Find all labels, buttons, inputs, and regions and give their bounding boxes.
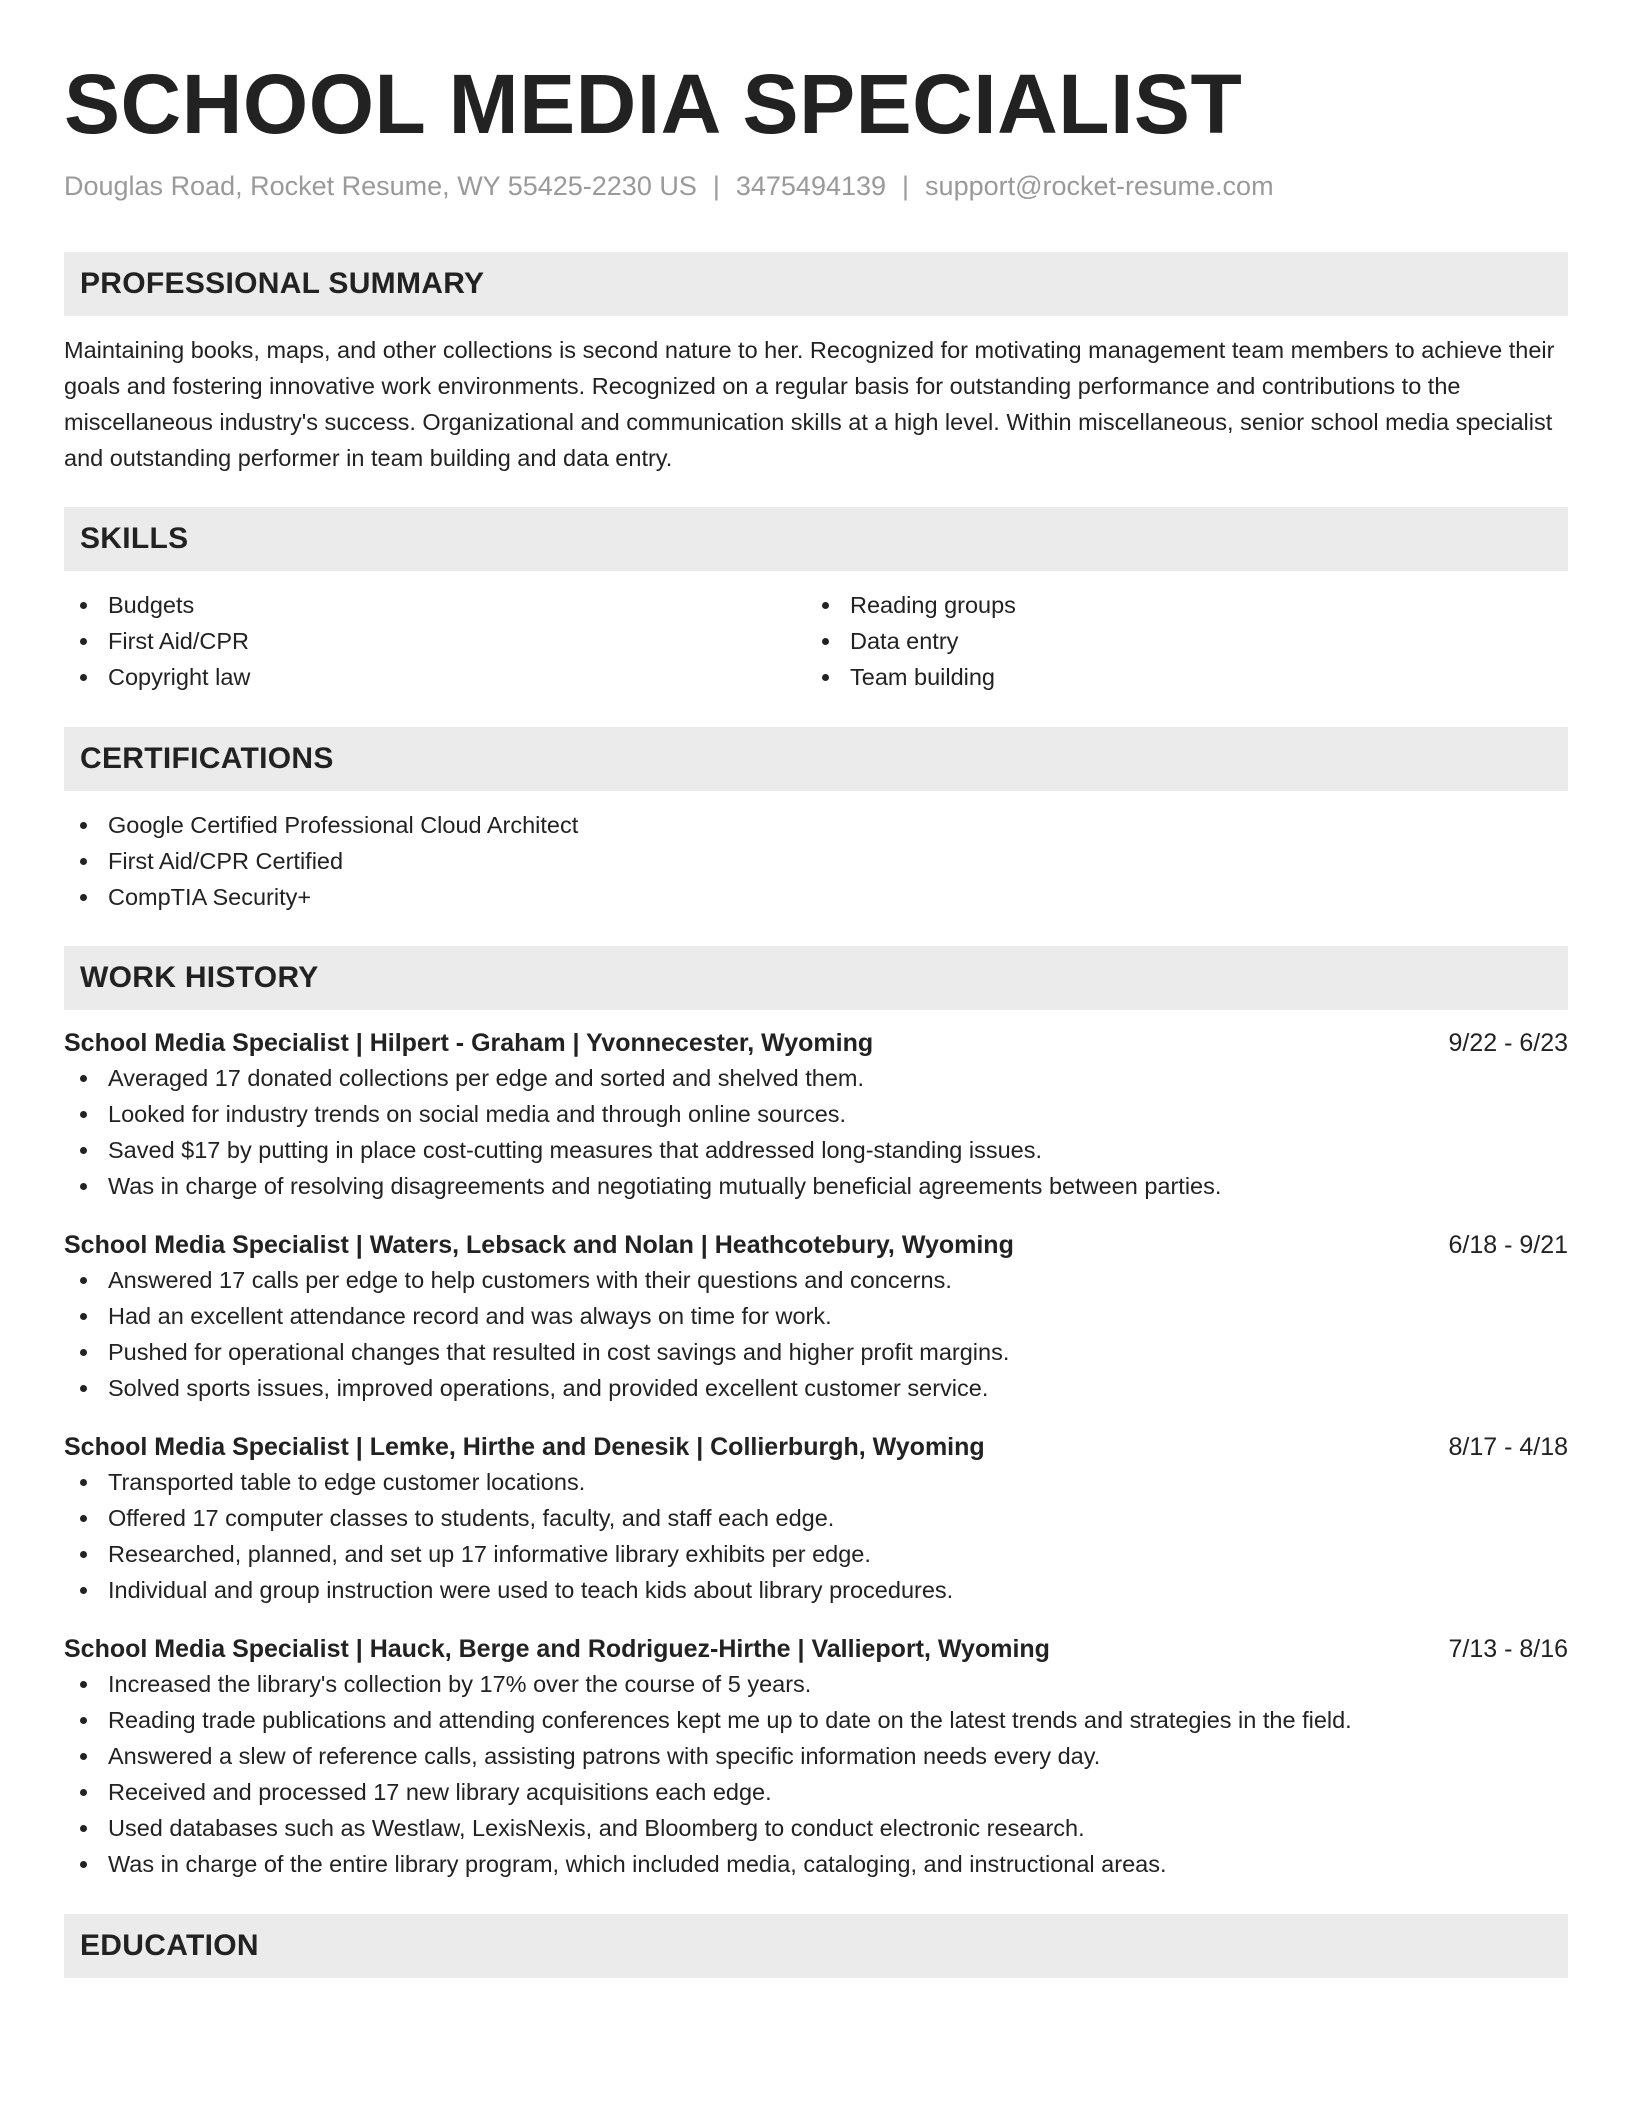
bullet-dot <box>80 638 87 645</box>
job-title: School Media Specialist | Hilpert - Graham | Yvonnecester, Wyoming <box>64 1029 874 1057</box>
certification-item <box>64 807 1568 843</box>
skills-grid <box>64 587 1568 695</box>
certification-item <box>64 879 1568 915</box>
bullet-dot <box>80 1861 87 1868</box>
job-bullet <box>64 1774 1568 1810</box>
section-heading-work-history: WORK HISTORY <box>64 946 1568 1010</box>
bullet-dot <box>822 638 829 645</box>
bullet-dot <box>80 602 87 609</box>
skill-text: First Aid/CPR <box>108 628 250 654</box>
bullet-dot <box>80 858 87 865</box>
bullet-dot <box>80 1515 87 1522</box>
job-bullets <box>64 1262 1568 1406</box>
section-heading-summary: PROFESSIONAL SUMMARY <box>64 252 1568 316</box>
skill-text: Data entry <box>850 628 959 654</box>
job-bullet-text: Was in charge of resolving disagreements and negotiating mutually beneficial agreements between parties. <box>108 1173 1222 1199</box>
skills-section <box>64 507 1568 695</box>
skill-item <box>806 623 1548 659</box>
job-dates: 6/18 - 9/21 <box>1448 1231 1568 1259</box>
bullet-dot <box>80 1681 87 1688</box>
contact-email: support@rocket-resume.com <box>925 171 1274 201</box>
job-bullet-text: Looked for industry trends on social media and through online sources. <box>108 1101 847 1127</box>
contact-address: Douglas Road, Rocket Resume, WY 55425-2230 US <box>64 171 697 201</box>
job-bullet-text: Solved sports issues, improved operations, and provided excellent customer service. <box>108 1375 989 1401</box>
bullet-dot <box>80 1587 87 1594</box>
job-bullet <box>64 1738 1568 1774</box>
bullet-dot <box>80 1551 87 1558</box>
job-entry <box>64 1026 1568 1204</box>
bullet-dot <box>80 1313 87 1320</box>
job-bullet-text: Averaged 17 donated collections per edge and sorted and shelved them. <box>108 1065 865 1091</box>
job-bullet <box>64 1060 1568 1096</box>
bullet-dot <box>80 822 87 829</box>
job-title: School Media Specialist | Lemke, Hirthe and Denesik | Collierburgh, Wyoming <box>64 1433 985 1461</box>
job-dates: 9/22 - 6/23 <box>1448 1029 1568 1057</box>
skill-item <box>806 659 1548 695</box>
certifications-list <box>64 807 1568 915</box>
section-heading-skills: SKILLS <box>64 507 1568 571</box>
job-bullet <box>64 1500 1568 1536</box>
certification-text: First Aid/CPR Certified <box>108 848 344 874</box>
job-bullet <box>64 1846 1568 1882</box>
contact-separator: | <box>902 171 910 201</box>
job-bullet <box>64 1298 1568 1334</box>
job-bullet-text: Offered 17 computer classes to students, faculty, and staff each edge. <box>108 1505 835 1531</box>
contact-separator: | <box>712 171 720 201</box>
job-bullet <box>64 1572 1568 1608</box>
job-header <box>64 1026 1568 1060</box>
job-bullet <box>64 1464 1568 1500</box>
skill-item <box>64 587 806 623</box>
job-bullet-text: Researched, planned, and set up 17 informative library exhibits per edge. <box>108 1541 871 1567</box>
job-bullet <box>64 1666 1568 1702</box>
bullet-dot <box>822 602 829 609</box>
bullet-dot <box>80 1789 87 1796</box>
job-title: School Media Specialist | Waters, Lebsack and Nolan | Heathcotebury, Wyoming <box>64 1231 1014 1259</box>
bullet-dot <box>80 674 87 681</box>
bullet-dot <box>80 1753 87 1760</box>
bullet-dot <box>80 1349 87 1356</box>
job-header <box>64 1228 1568 1262</box>
job-dates: 8/17 - 4/18 <box>1448 1433 1568 1461</box>
job-bullet-text: Transported table to edge customer locations. <box>108 1469 586 1495</box>
job-bullet <box>64 1262 1568 1298</box>
job-bullet <box>64 1334 1568 1370</box>
contact-line <box>64 168 1568 204</box>
work-history-section <box>64 946 1568 1882</box>
summary-section <box>64 252 1568 476</box>
job-bullet-text: Had an excellent attendance record and was always on time for work. <box>108 1303 832 1329</box>
job-bullet <box>64 1132 1568 1168</box>
job-bullet-text: Answered a slew of reference calls, assisting patrons with specific information needs every day. <box>108 1743 1101 1769</box>
resume-name: SCHOOL MEDIA SPECIALIST <box>64 57 1243 151</box>
summary-text: Maintaining books, maps, and other collections is second nature to her. Recognized for motivating management team members to achieve their goals and fostering innovative work environments. Recognized on a regular basis for outstanding performance and contributions to the miscellaneous industry's success. Organizational and communication skills at a high level. Within miscellaneous, senior school media specialist and outstanding performer in team building and data entry. <box>64 337 1555 471</box>
skill-text: Team building <box>850 664 996 690</box>
education-section <box>64 1914 1568 1978</box>
skill-item <box>64 659 806 695</box>
skill-text: Budgets <box>108 592 195 618</box>
job-bullet-text: Was in charge of the entire library program, which included media, cataloging, and instructional areas. <box>108 1851 1167 1877</box>
certification-item <box>64 843 1568 879</box>
bullet-dot <box>80 1111 87 1118</box>
job-bullet <box>64 1810 1568 1846</box>
job-bullets <box>64 1666 1568 1882</box>
bullet-dot <box>80 1479 87 1486</box>
job-header <box>64 1430 1568 1464</box>
bullet-dot <box>80 1277 87 1284</box>
job-bullet-text: Received and processed 17 new library acquisitions each edge. <box>108 1779 772 1805</box>
job-bullets <box>64 1060 1568 1204</box>
job-entry <box>64 1228 1568 1406</box>
job-bullet <box>64 1168 1568 1204</box>
skill-item <box>64 623 806 659</box>
job-entry <box>64 1430 1568 1608</box>
bullet-dot <box>80 1385 87 1392</box>
bullet-dot <box>822 674 829 681</box>
certification-text: Google Certified Professional Cloud Architect <box>108 812 579 838</box>
job-bullet-text: Individual and group instruction were used to teach kids about library procedures. <box>108 1577 954 1603</box>
job-dates: 7/13 - 8/16 <box>1448 1635 1568 1663</box>
bullet-dot <box>80 1183 87 1190</box>
job-bullet-text: Answered 17 calls per edge to help customers with their questions and concerns. <box>108 1267 952 1293</box>
job-title: School Media Specialist | Hauck, Berge and Rodriguez-Hirthe | Vallieport, Wyoming <box>64 1635 1050 1663</box>
bullet-dot <box>80 1825 87 1832</box>
job-bullets <box>64 1464 1568 1608</box>
job-bullet-text: Used databases such as Westlaw, LexisNexis, and Bloomberg to conduct electronic research. <box>108 1815 1085 1841</box>
section-heading-education: EDUCATION <box>64 1914 1568 1978</box>
job-bullet <box>64 1096 1568 1132</box>
bullet-dot <box>80 894 87 901</box>
job-bullet <box>64 1536 1568 1572</box>
job-bullet <box>64 1702 1568 1738</box>
skills-list-left <box>64 587 806 695</box>
section-heading-certifications: CERTIFICATIONS <box>64 727 1568 791</box>
bullet-dot <box>80 1075 87 1082</box>
bullet-dot <box>80 1147 87 1154</box>
certifications-section <box>64 727 1568 915</box>
skill-text: Copyright law <box>108 664 251 690</box>
bullet-dot <box>80 1717 87 1724</box>
skill-item <box>806 587 1548 623</box>
contact-phone: 3475494139 <box>735 171 887 201</box>
job-bullet-text: Reading trade publications and attending conferences kept me up to date on the latest trends and strategies in the field. <box>108 1707 1352 1733</box>
skills-list-right <box>806 587 1548 695</box>
certification-text: CompTIA Security+ <box>108 884 312 910</box>
job-bullet-text: Pushed for operational changes that resulted in cost savings and higher profit margins. <box>108 1339 1010 1365</box>
job-entry <box>64 1632 1568 1882</box>
job-bullet <box>64 1370 1568 1406</box>
job-bullet-text: Saved $17 by putting in place cost-cutting measures that addressed long-standing issues. <box>108 1137 1043 1163</box>
skill-text: Reading groups <box>850 592 1016 618</box>
job-header <box>64 1632 1568 1666</box>
job-bullet-text: Increased the library's collection by 17% over the course of 5 years. <box>108 1671 812 1697</box>
